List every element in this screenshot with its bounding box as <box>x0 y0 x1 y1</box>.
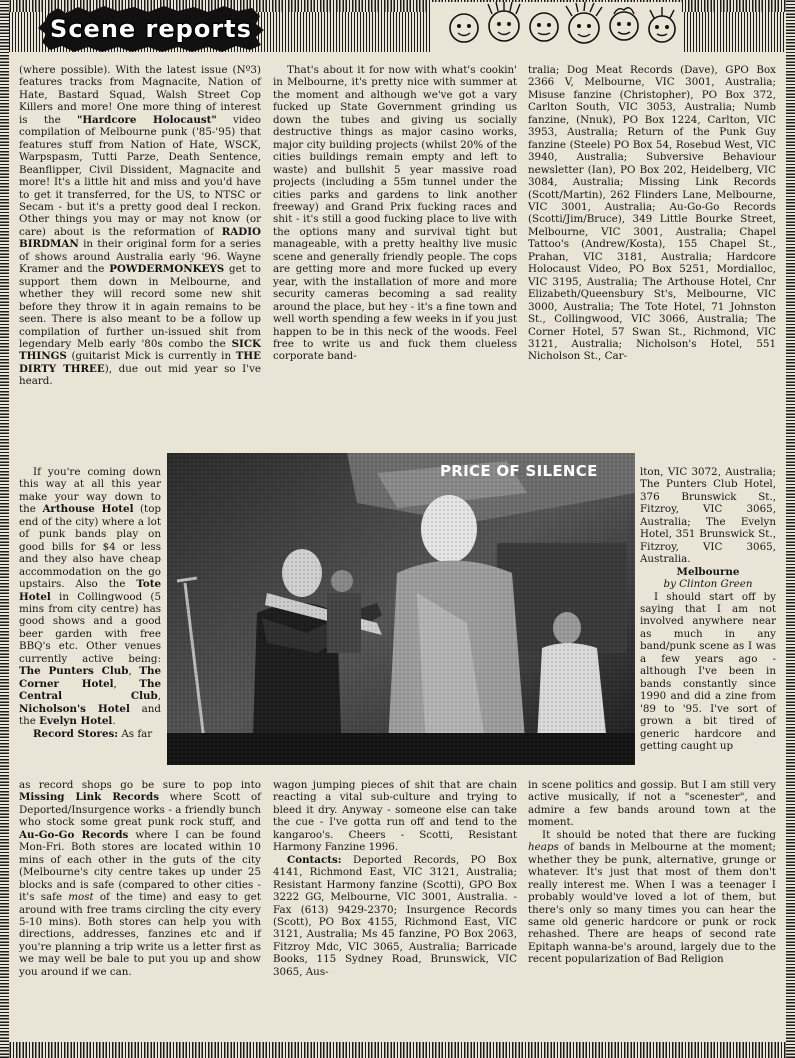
text: of bands in Melbourne at the moment; whether they be punk, alternative, grunge or whatever. It's just that most of them don't really interest me. When I was a teenager I probably would've loved a lot of them, but there's only so many times you can hear the same old generic hardcore or punk or rock rehashed. There are heaps of second rate Epitaph wanna-be's around, largely due to the recent popularization of Bad Religion <box>528 841 776 966</box>
scene-reports-logo <box>38 6 264 52</box>
venue-name: Evelyn Hotel <box>39 715 113 728</box>
text: get to support them down in Melbourne, and whether they will record some new shit before they throw it in again remains to be seen. There is also meant to be a follow up compilation of further un-issued shit from legendary Melb early '80s combo the <box>19 263 261 350</box>
paragraph <box>640 591 776 753</box>
paragraph <box>273 779 517 854</box>
section-label: Contacts: <box>287 853 342 866</box>
text: , <box>128 665 140 678</box>
text: That's about it for now with what's cookin' in Melbourne, it's pretty nice with summer at the moment and although we've got a vary fucked up State Government grinding us down the tubes and giving us socially destructive things as major casino works, major city building projects (whilst 20% of the cities buildings remain empty and left to waste) and bullshit 5 year massive road projects (including a 55m tunnel under the cities parks and gardens to link another freeway) and Grand Prix fucking races and shit - it's still a good fucking place to live with the options many and survival tight but manageable, with a pretty healthy live music scene and generally friendly people. The cops are getting more and more fucked up every year, with the installation of more and more security cameras becoming a sad reality around the place, but hey - it's a fine town and well worth spending a few weeks in if you just happen to be in this neck of the woods. Feel free to write us and fuck them clueless corporate band- <box>273 64 517 363</box>
venue-name: The Corner Hotel <box>19 665 161 690</box>
paragraph <box>528 829 776 966</box>
paragraph <box>19 728 161 740</box>
left-border <box>0 0 9 1058</box>
text: wagon jumping pieces of shit that are chain reacting a vital sub-culture and trying to bleed it dry. Anyway - someone else can take the cue - I've gotta run off and tend to the kangaroo's. Cheers - Scotti, Resistant Harmony Fanzine 1996. <box>273 779 517 854</box>
venue-name: Arthouse Hotel <box>42 503 134 516</box>
store-name: Au-Go-Go Records <box>19 828 129 841</box>
text: (where possible). With the latest issue (Nº3) features tracks from Magnacite, Nation of Hate, Bastard Squad, Walsh Street Cop Killers and more! One more thing of interest is the <box>19 64 261 126</box>
article-column-1-narrow <box>19 466 161 740</box>
paragraph <box>19 64 261 388</box>
text: in Collingwood (5 mins from city centre) has good shows and a good beer garden with free BBQ's etc. Other venues currently active being: <box>19 590 161 665</box>
article-column-3-narrow <box>640 466 776 752</box>
text: ), due out mid year so I've heard. <box>19 362 261 388</box>
text: in scene politics and gossip. But I am still very active musically, if not a "scenester", and admire a few bands around town at the moment. <box>528 779 776 829</box>
article-column-3-bottom <box>528 779 776 966</box>
text: If you're coming down this way at all this year make your way down to the <box>19 466 161 516</box>
bottom-border <box>0 1042 795 1058</box>
paragraph <box>528 64 776 363</box>
text: (guitarist Mick is currently in <box>66 350 236 363</box>
italic-text: most <box>68 891 94 904</box>
band-name: THE DIRTY THREE <box>19 350 261 375</box>
text: As far <box>118 727 153 740</box>
text: and the <box>19 702 161 728</box>
header-title: Scene reports <box>50 15 252 43</box>
article-column-3 <box>528 64 776 363</box>
section-label: Record Stores: <box>33 727 119 740</box>
article-column-2 <box>273 64 517 363</box>
paragraph <box>528 779 776 829</box>
article-column-1 <box>19 64 261 388</box>
text: lton, VIC 3072, Australia; The Punters Club Hotel, 376 Brunswick St., Fitzroy, VIC 3065, Australia; The Evelyn Hotel, 351 Brunswick St., Fitzroy, VIC 3065, Australia. <box>640 466 776 566</box>
venue-name: The Central Club <box>19 677 161 703</box>
article-column-2-bottom <box>273 779 517 978</box>
article-column-1-bottom <box>19 779 261 978</box>
paragraph <box>19 466 161 728</box>
photo-caption: PRICE OF SILENCE <box>440 462 598 480</box>
text: as record shops go be sure to pop into <box>19 779 261 791</box>
text: Deported Records, PO Box 4141, Richmond East, VIC 3121, Australia; Resistant Harmony fanzine (Scotti), GPO Box 3222 GG, Melbourne, VIC 3001, Australia. - Fax (613) 9429-2370; Insurgence Records (Scott), PO Box 4155, Richmond East, VIC 3121, Australia; Ms 45 fanzine, PO Box 2063, Fitzroy Mdc, VIC 3065, Australia; Barricade Books, 115 Sydney Road, Brunswick, VIC 3065, Aus- <box>273 853 517 978</box>
venue-name: Tote Hotel <box>19 578 161 603</box>
text: It should be noted that there are fucking <box>542 828 776 841</box>
bold-text: "Hardcore Holocaust" <box>76 113 217 126</box>
text: , <box>113 677 140 690</box>
text: where Scott of Deported/Insurgence works - a friendly bunch who stock some great punk rock stuff, and <box>19 791 261 829</box>
heading-text: Melbourne <box>676 565 740 578</box>
section-heading <box>640 566 776 578</box>
text: of the time) and easy to get around with free trams circling the city every 5-10 mins). Both stores can help you with directions, addresses, fanzines etc and if you're planning a trip write us a letter first as we may well be bale to put you up and show you around if we can. <box>19 891 261 978</box>
paragraph <box>273 64 517 363</box>
text: where I can be found Mon-Fri. Both stores are located within 10 mins of each other in the guts of the city (Melbourne's city centre takes up under 25 blocks and is safe (compared to other cities - it's safe <box>19 828 261 904</box>
right-border <box>786 0 795 1058</box>
italic-text: heaps <box>528 841 559 854</box>
byline: by Clinton Green <box>663 578 753 591</box>
text: in their original form for a series of shows around Australia early '96. Wayne Kramer and the <box>19 238 261 276</box>
text: . <box>112 715 116 728</box>
band-name: SICK THINGS <box>19 337 261 363</box>
paragraph <box>19 779 261 978</box>
text: I should start off by saying that I am not involved anywhere near as much in any band/punk scene as I was a few years ago - although I've been in bands constantly since 1990 and did a zine from '89 to '95. I've sort of grown a bit tired of generic hardcore and getting caught up <box>640 590 776 752</box>
band-photo <box>167 453 635 765</box>
store-name: Missing Link Records <box>19 791 159 804</box>
venue-name: The Punters Club <box>19 665 129 678</box>
paragraph <box>640 466 776 566</box>
band-name: POWDERMONKEYS <box>109 263 225 276</box>
paragraph <box>273 854 517 979</box>
venue-name: Nicholson's Hotel <box>19 702 130 715</box>
band-name: RADIO BIRDMAN <box>19 225 261 251</box>
text: video compilation of Melbourne punk ('85-'95) that features stuff from Nation of Hate, WSCK, Warpspasm, Tutti Parze, Death Sentence, Beanflipper, Civil Dissident, Magnacite and more! It's a little hit and miss and you'd have to get it transferred, for the US, to NTSC or Secam - but it's a pretty good deal I reckon. Other things you may or may not know (or care) about is the reformation of <box>19 113 261 238</box>
text: tralia; Dog Meat Records (Dave), GPO Box 2366 V, Melbourne, VIC 3001, Australia; Misuse fanzine (Christopher), PO Box 372, Carlton South, VIC 3053, Australia; Numb fanzine, (Nnuk), PO Box 1224, Carlton, VIC 3953, Australia; Return of the Punk Guy fanzine (Steele) PO Box 54, Rosebud West, VIC 3940, Australia; Subversive Behaviour newsletter (Ian), PO Box 202, Heidelberg, VIC 3084, Australia; Missing Link Records (Scott/Martin), 262 Flinders Lane, Melbourne, VIC 3001, Australia; Au-Go-Go Records (Scotti/Jim/Bruce), 349 Little Bourke Street, Melbourne, VIC 3001, Australia; Chapel Tattoo's (Andrew/Kosta), 155 Chapel St., Prahan, VIC 3181, Australia; Hardcore Holocaust Video, PO Box 5251, Mordialloc, VIC 3195, Australia; The Arthouse Hotel, Cnr Elizabeth/Queensbury St's, Melbourne, VIC 3000, Australia; The Tote Hotel, 71 Johnston St., Collingwood, VIC 3066, Australia; The Corner Hotel, 57 Swan St., Richmond, VIC 3121, Australia; Nicholson's Hotel, 551 Nicholson St., Car- <box>528 64 776 363</box>
text: (top end of the city) where a lot of punk bands play on good bills for $4 or less and they also have cheap accommodation on the go upstairs. Also the <box>19 503 161 591</box>
text: , <box>157 690 161 703</box>
cartoon-faces-illustration <box>432 2 682 54</box>
